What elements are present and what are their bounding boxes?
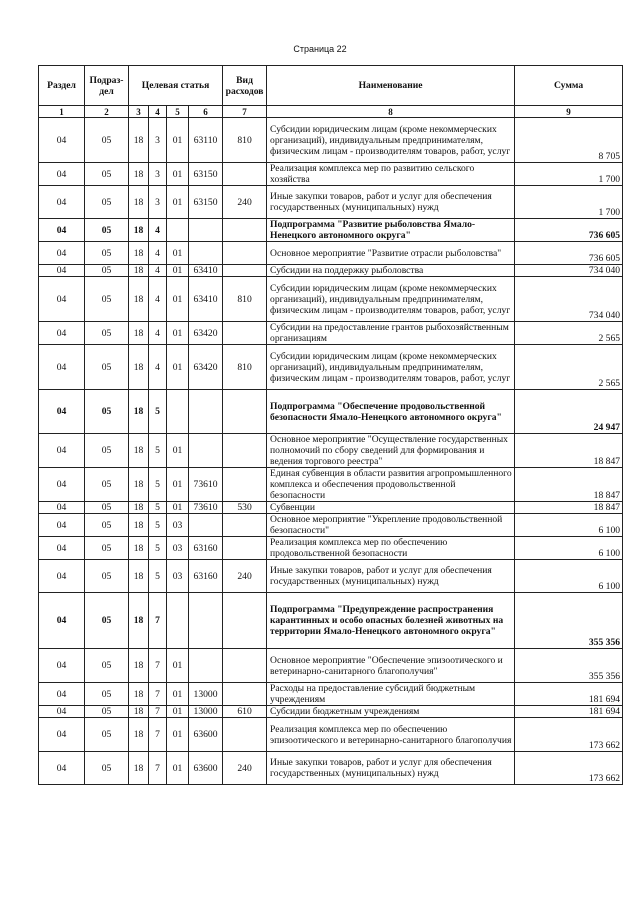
podrazdel-cell: 05: [85, 560, 129, 593]
event-code-cell: 01: [167, 752, 189, 785]
name-cell: Реализация комплекса мер по развитию сельского хозяйства: [267, 163, 515, 186]
razdel-cell: 04: [39, 706, 85, 718]
expense-type-cell: [223, 434, 267, 468]
name-cell: Субсидии бюджетным учреждениям: [267, 706, 515, 718]
program-code-cell: 18: [129, 560, 149, 593]
name-cell: Подпрограмма "Предупреждение распространения карантинных и особо опасных болезней животных на территории Ямало-Ненецкого автономного округа": [267, 593, 515, 649]
expense-type-cell: 240: [223, 752, 267, 785]
expense-type-cell: [223, 593, 267, 649]
razdel-cell: 04: [39, 468, 85, 502]
header-podrazdel: Подраз-дел: [85, 66, 129, 106]
subprogram-code-cell: 4: [149, 242, 167, 265]
sum-cell: 2 565: [515, 345, 623, 390]
table-row: [39, 265, 623, 277]
podrazdel-cell: 05: [85, 163, 129, 186]
event-code-cell: 01: [167, 322, 189, 345]
razdel-cell: 04: [39, 345, 85, 390]
program-code-cell: 18: [129, 649, 149, 683]
program-code-cell: 18: [129, 683, 149, 706]
program-code-cell: 18: [129, 186, 149, 219]
header-naimenovanie: Наименование: [267, 66, 515, 106]
name-cell: Подпрограмма "Обеспечение продовольственной безопасности Ямало-Ненецкого автономного округа": [267, 390, 515, 434]
direction-code-cell: [189, 242, 223, 265]
name-cell: Субсидии на поддержку рыболовства: [267, 265, 515, 277]
expense-type-cell: [223, 219, 267, 242]
program-code-cell: 18: [129, 265, 149, 277]
podrazdel-cell: 05: [85, 242, 129, 265]
expense-type-cell: [223, 322, 267, 345]
name-cell: Субсидии на предоставление грантов рыбохозяйственным организациям: [267, 322, 515, 345]
program-code-cell: 18: [129, 434, 149, 468]
direction-code-cell: 63600: [189, 752, 223, 785]
subprogram-code-cell: 5: [149, 514, 167, 537]
sum-cell: 734 040: [515, 277, 623, 322]
program-code-cell: 18: [129, 706, 149, 718]
event-code-cell: 01: [167, 118, 189, 163]
table-row: [39, 434, 623, 468]
expense-type-cell: [223, 649, 267, 683]
sum-cell: 18 847: [515, 502, 623, 514]
podrazdel-cell: 05: [85, 345, 129, 390]
razdel-cell: 04: [39, 242, 85, 265]
program-code-cell: 18: [129, 345, 149, 390]
table-row: [39, 718, 623, 752]
col-number: 3: [129, 106, 149, 118]
sum-cell: 6 100: [515, 537, 623, 560]
podrazdel-cell: 05: [85, 277, 129, 322]
sum-cell: 24 947: [515, 390, 623, 434]
razdel-cell: 04: [39, 277, 85, 322]
direction-code-cell: 63160: [189, 537, 223, 560]
expense-type-cell: [223, 514, 267, 537]
subprogram-code-cell: 4: [149, 322, 167, 345]
col-number: 8: [267, 106, 515, 118]
razdel-cell: 04: [39, 560, 85, 593]
event-code-cell: 01: [167, 242, 189, 265]
program-code-cell: 18: [129, 242, 149, 265]
direction-code-cell: [189, 514, 223, 537]
razdel-cell: 04: [39, 537, 85, 560]
program-code-cell: 18: [129, 322, 149, 345]
podrazdel-cell: 05: [85, 514, 129, 537]
sum-cell: 173 662: [515, 752, 623, 785]
subprogram-code-cell: 5: [149, 537, 167, 560]
event-code-cell: 01: [167, 718, 189, 752]
razdel-cell: 04: [39, 718, 85, 752]
name-cell: Субсидии юридическим лицам (кроме некоммерческих организаций), индивидуальным предпринимателям, физическим лицам - производителям товаров, работ, услуг: [267, 118, 515, 163]
table-row: [39, 560, 623, 593]
podrazdel-cell: 05: [85, 322, 129, 345]
expense-type-cell: 240: [223, 186, 267, 219]
table-row: [39, 219, 623, 242]
sum-cell: 736 605: [515, 219, 623, 242]
event-code-cell: 01: [167, 186, 189, 219]
direction-code-cell: 63110: [189, 118, 223, 163]
event-code-cell: 03: [167, 560, 189, 593]
subprogram-code-cell: 7: [149, 593, 167, 649]
col-number: 6: [189, 106, 223, 118]
razdel-cell: 04: [39, 118, 85, 163]
podrazdel-cell: 05: [85, 752, 129, 785]
podrazdel-cell: 05: [85, 219, 129, 242]
table-row: [39, 537, 623, 560]
event-code-cell: 01: [167, 277, 189, 322]
podrazdel-cell: 05: [85, 468, 129, 502]
subprogram-code-cell: 3: [149, 118, 167, 163]
col-number: 1: [39, 106, 85, 118]
subprogram-code-cell: 5: [149, 434, 167, 468]
col-number: 2: [85, 106, 129, 118]
subprogram-code-cell: 7: [149, 752, 167, 785]
table-row: [39, 593, 623, 649]
program-code-cell: 18: [129, 502, 149, 514]
expense-type-cell: 810: [223, 277, 267, 322]
direction-code-cell: [189, 390, 223, 434]
sum-cell: 6 100: [515, 514, 623, 537]
podrazdel-cell: 05: [85, 683, 129, 706]
name-cell: Субсидии юридическим лицам (кроме некоммерческих организаций), индивидуальным предпринимателям, физическим лицам - производителям товаров, работ, услуг: [267, 345, 515, 390]
razdel-cell: 04: [39, 322, 85, 345]
program-code-cell: 18: [129, 390, 149, 434]
name-cell: Расходы на предоставление субсидий бюджетным учреждениям: [267, 683, 515, 706]
razdel-cell: 04: [39, 219, 85, 242]
expense-type-cell: [223, 390, 267, 434]
subprogram-code-cell: 7: [149, 718, 167, 752]
razdel-cell: 04: [39, 390, 85, 434]
expense-type-cell: [223, 683, 267, 706]
event-code-cell: 03: [167, 514, 189, 537]
podrazdel-cell: 05: [85, 118, 129, 163]
event-code-cell: 01: [167, 163, 189, 186]
razdel-cell: 04: [39, 502, 85, 514]
program-code-cell: 18: [129, 537, 149, 560]
header-celevaya-statya: Целевая статья: [129, 66, 223, 106]
podrazdel-cell: 05: [85, 649, 129, 683]
razdel-cell: 04: [39, 265, 85, 277]
podrazdel-cell: 05: [85, 390, 129, 434]
event-code-cell: [167, 219, 189, 242]
subprogram-code-cell: 5: [149, 468, 167, 502]
page-number: Страница 22: [293, 44, 347, 54]
expense-type-cell: [223, 537, 267, 560]
event-code-cell: 01: [167, 468, 189, 502]
table-row: [39, 502, 623, 514]
sum-cell: 18 847: [515, 434, 623, 468]
direction-code-cell: [189, 593, 223, 649]
event-code-cell: [167, 390, 189, 434]
table-row: [39, 649, 623, 683]
col-number: 9: [515, 106, 623, 118]
direction-code-cell: 63420: [189, 345, 223, 390]
direction-code-cell: 73610: [189, 468, 223, 502]
direction-code-cell: 63160: [189, 560, 223, 593]
razdel-cell: 04: [39, 434, 85, 468]
name-cell: Иные закупки товаров, работ и услуг для обеспечения государственных (муниципальных) нужд: [267, 186, 515, 219]
expense-type-cell: [223, 242, 267, 265]
name-cell: Иные закупки товаров, работ и услуг для обеспечения государственных (муниципальных) нужд: [267, 560, 515, 593]
col-number: 5: [167, 106, 189, 118]
subprogram-code-cell: 7: [149, 706, 167, 718]
direction-code-cell: [189, 219, 223, 242]
event-code-cell: 01: [167, 434, 189, 468]
subprogram-code-cell: 5: [149, 560, 167, 593]
header-vid-rashodov: Вид расходов: [223, 66, 267, 106]
sum-cell: 173 662: [515, 718, 623, 752]
table-row: [39, 163, 623, 186]
event-code-cell: 03: [167, 537, 189, 560]
table-row: [39, 277, 623, 322]
expense-type-cell: 610: [223, 706, 267, 718]
expense-type-cell: 810: [223, 345, 267, 390]
sum-cell: 736 605: [515, 242, 623, 265]
expense-type-cell: 530: [223, 502, 267, 514]
program-code-cell: 18: [129, 163, 149, 186]
name-cell: Подпрограмма "Развитие рыболовства Ямало-Ненецкого автономного округа": [267, 219, 515, 242]
name-cell: Основное мероприятие "Укрепление продовольственной безопасности": [267, 514, 515, 537]
header-row: [39, 66, 623, 106]
name-cell: Основное мероприятие "Осуществление государственных полномочий по сбору сведений для формирования и ведения торгового реестра": [267, 434, 515, 468]
razdel-cell: 04: [39, 593, 85, 649]
direction-code-cell: [189, 649, 223, 683]
program-code-cell: 18: [129, 219, 149, 242]
event-code-cell: [167, 593, 189, 649]
sum-cell: 355 356: [515, 593, 623, 649]
subprogram-code-cell: 4: [149, 219, 167, 242]
program-code-cell: 18: [129, 593, 149, 649]
razdel-cell: 04: [39, 186, 85, 219]
expense-type-cell: [223, 265, 267, 277]
table-row: [39, 186, 623, 219]
podrazdel-cell: 05: [85, 706, 129, 718]
direction-code-cell: 63150: [189, 186, 223, 219]
program-code-cell: 18: [129, 752, 149, 785]
podrazdel-cell: 05: [85, 502, 129, 514]
sum-cell: 1 700: [515, 163, 623, 186]
sum-cell: 181 694: [515, 706, 623, 718]
name-cell: Иные закупки товаров, работ и услуг для обеспечения государственных (муниципальных) нужд: [267, 752, 515, 785]
event-code-cell: 01: [167, 345, 189, 390]
razdel-cell: 04: [39, 649, 85, 683]
event-code-cell: 01: [167, 683, 189, 706]
sum-cell: 355 356: [515, 649, 623, 683]
table-row: [39, 468, 623, 502]
name-cell: Основное мероприятие "Развитие отрасли рыболовства": [267, 242, 515, 265]
direction-code-cell: 63410: [189, 265, 223, 277]
subprogram-code-cell: 3: [149, 163, 167, 186]
podrazdel-cell: 05: [85, 265, 129, 277]
subprogram-code-cell: 4: [149, 265, 167, 277]
table-row: [39, 242, 623, 265]
razdel-cell: 04: [39, 514, 85, 537]
event-code-cell: 01: [167, 649, 189, 683]
expense-type-cell: 240: [223, 560, 267, 593]
table-row: [39, 390, 623, 434]
event-code-cell: 01: [167, 265, 189, 277]
budget-table: [38, 65, 623, 785]
program-code-cell: 18: [129, 718, 149, 752]
table-row: [39, 683, 623, 706]
podrazdel-cell: 05: [85, 186, 129, 219]
name-cell: Субсидии юридическим лицам (кроме некоммерческих организаций), индивидуальным предпринимателям, физическим лицам - производителям товаров, работ, услуг: [267, 277, 515, 322]
sum-cell: 6 100: [515, 560, 623, 593]
direction-code-cell: 63410: [189, 277, 223, 322]
name-cell: Основное мероприятие "Обеспечение эпизоотического и ветеринарно-санитарного благополучия": [267, 649, 515, 683]
table-row: [39, 752, 623, 785]
expense-type-cell: [223, 468, 267, 502]
sum-cell: 8 705: [515, 118, 623, 163]
subprogram-code-cell: 7: [149, 683, 167, 706]
subprogram-code-cell: 5: [149, 502, 167, 514]
event-code-cell: 01: [167, 706, 189, 718]
sum-cell: 2 565: [515, 322, 623, 345]
program-code-cell: 18: [129, 118, 149, 163]
direction-code-cell: 63150: [189, 163, 223, 186]
subprogram-code-cell: 3: [149, 186, 167, 219]
podrazdel-cell: 05: [85, 718, 129, 752]
podrazdel-cell: 05: [85, 537, 129, 560]
program-code-cell: 18: [129, 514, 149, 537]
direction-code-cell: 73610: [189, 502, 223, 514]
subprogram-code-cell: 4: [149, 345, 167, 390]
event-code-cell: 01: [167, 502, 189, 514]
expense-type-cell: [223, 163, 267, 186]
column-number-row: [39, 106, 623, 118]
expense-type-cell: 810: [223, 118, 267, 163]
razdel-cell: 04: [39, 752, 85, 785]
direction-code-cell: [189, 434, 223, 468]
podrazdel-cell: 05: [85, 593, 129, 649]
name-cell: Реализация комплекса мер по обеспечению эпизоотического и ветеринарно-санитарного благополучия: [267, 718, 515, 752]
program-code-cell: 18: [129, 277, 149, 322]
sum-cell: 181 694: [515, 683, 623, 706]
direction-code-cell: 13000: [189, 706, 223, 718]
col-number: 7: [223, 106, 267, 118]
direction-code-cell: 63420: [189, 322, 223, 345]
sum-cell: 1 700: [515, 186, 623, 219]
table-row: [39, 706, 623, 718]
name-cell: Реализация комплекса мер по обеспечению продовольственной безопасности: [267, 537, 515, 560]
name-cell: Субвенции: [267, 502, 515, 514]
subprogram-code-cell: 4: [149, 277, 167, 322]
subprogram-code-cell: 7: [149, 649, 167, 683]
col-number: 4: [149, 106, 167, 118]
direction-code-cell: 63600: [189, 718, 223, 752]
table-row: [39, 514, 623, 537]
direction-code-cell: 13000: [189, 683, 223, 706]
sum-cell: 734 040: [515, 265, 623, 277]
name-cell: Единая субвенция в области развития агропромышленного комплекса и обеспечения продовольственной безопасности: [267, 468, 515, 502]
sum-cell: 18 847: [515, 468, 623, 502]
table-row: [39, 322, 623, 345]
podrazdel-cell: 05: [85, 434, 129, 468]
expense-type-cell: [223, 718, 267, 752]
program-code-cell: 18: [129, 468, 149, 502]
subprogram-code-cell: 5: [149, 390, 167, 434]
table-row: [39, 118, 623, 163]
razdel-cell: 04: [39, 683, 85, 706]
header-summa: Сумма: [515, 66, 623, 106]
table-row: [39, 345, 623, 390]
header-razdel: Раздел: [39, 66, 85, 106]
razdel-cell: 04: [39, 163, 85, 186]
